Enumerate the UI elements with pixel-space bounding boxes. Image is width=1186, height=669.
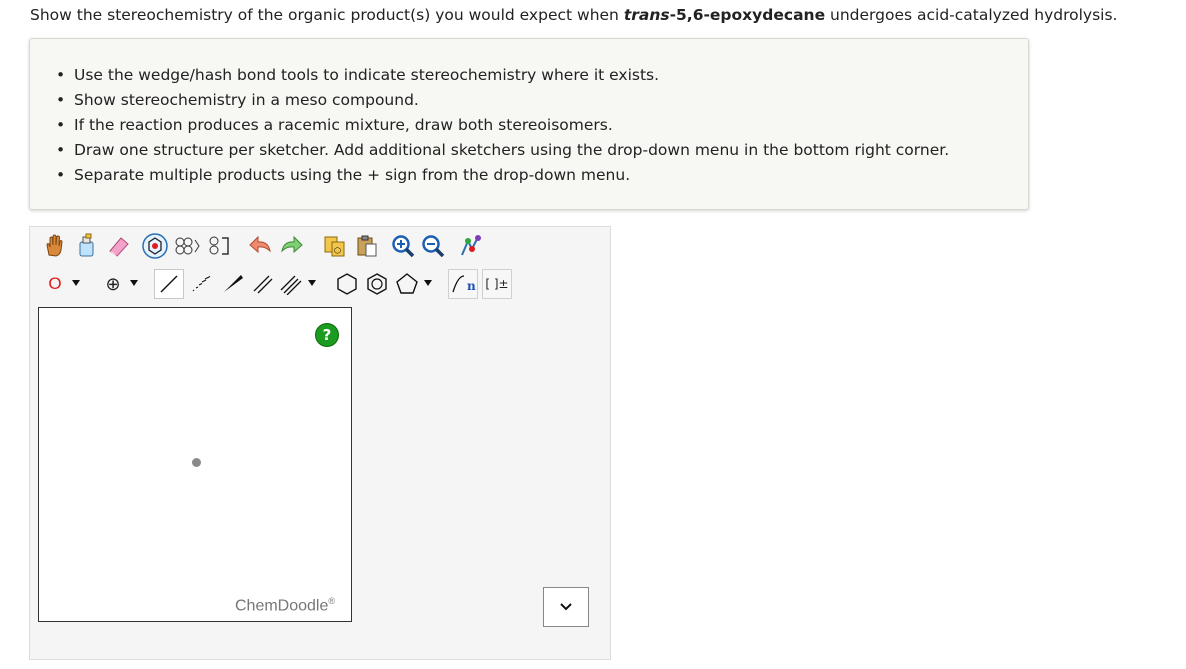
cyclohexane-icon[interactable] <box>332 269 362 299</box>
benzene-icon[interactable] <box>362 269 392 299</box>
instruction-item: • Use the wedge/hash bond tools to indicate stereochemistry where it exists. <box>74 64 949 89</box>
bracket-label: [ ]± <box>485 277 509 291</box>
hash-bond-icon[interactable] <box>186 269 216 299</box>
instruction-item: • If the reaction produces a racemic mixture, draw both stereoisomers. <box>74 114 949 139</box>
add-sketcher-dropdown[interactable] <box>543 587 589 627</box>
eraser-icon[interactable] <box>104 231 134 261</box>
bond-dropdown-icon[interactable] <box>308 280 316 286</box>
question-suffix: undergoes acid-catalyzed hydrolysis. <box>825 6 1118 24</box>
sgroup-label: n <box>467 279 476 293</box>
atom-oxygen-button[interactable] <box>40 269 70 299</box>
zoom-out-icon[interactable] <box>418 231 448 261</box>
chemdoodle-brand: ChemDoodle® <box>235 596 336 615</box>
single-bond-button[interactable] <box>154 269 184 299</box>
sgroup-icon[interactable] <box>448 269 478 299</box>
double-bond-icon[interactable] <box>248 269 278 299</box>
question-text <box>30 6 1117 24</box>
clear-icon[interactable] <box>72 231 102 261</box>
atom-dropdown-icon[interactable] <box>72 280 80 286</box>
charge-dropdown-icon[interactable] <box>130 280 138 286</box>
copy-icon[interactable] <box>320 231 350 261</box>
paste-icon[interactable] <box>352 231 382 261</box>
chain-template-2-icon[interactable] <box>204 231 234 261</box>
charge-label: ⊕ <box>105 273 121 295</box>
triple-bond-icon[interactable] <box>276 269 306 299</box>
help-button[interactable]: ? <box>315 323 339 347</box>
svg-text:⬡: ⬡ <box>334 246 341 255</box>
compound-name: trans-5,6-epoxydecane <box>623 6 826 24</box>
charge-button[interactable] <box>98 269 128 299</box>
instruction-item: • Show stereochemistry in a meso compound. <box>74 89 949 114</box>
wedge-bond-icon[interactable] <box>218 269 248 299</box>
instructions-list <box>74 64 949 189</box>
instruction-item: • Draw one structure per sketcher. Add additional sketchers using the drop-down menu in the bottom right corner. <box>74 139 949 164</box>
sketch-canvas[interactable] <box>38 307 352 622</box>
ring-template-icon[interactable] <box>140 231 170 261</box>
chevron-down-icon <box>559 602 573 612</box>
atom-label: O <box>48 274 62 293</box>
instruction-item: • Separate multiple products using the + sign from the drop-down menu. <box>74 164 949 189</box>
cursor-dot <box>192 458 201 467</box>
undo-icon[interactable] <box>246 231 276 261</box>
redo-icon[interactable] <box>276 231 306 261</box>
sketcher-container <box>29 226 611 660</box>
zoom-in-icon[interactable] <box>388 231 418 261</box>
ring-dropdown-icon[interactable] <box>424 280 432 286</box>
clean-icon[interactable] <box>456 231 486 261</box>
instructions-panel <box>29 38 1029 210</box>
question-prefix: Show the stereochemistry of the organic product(s) you would expect when <box>30 6 624 24</box>
cyclopentane-icon[interactable] <box>392 269 422 299</box>
hand-icon[interactable] <box>40 231 70 261</box>
chain-template-icon[interactable] <box>172 231 202 261</box>
bracket-icon[interactable] <box>482 269 512 299</box>
